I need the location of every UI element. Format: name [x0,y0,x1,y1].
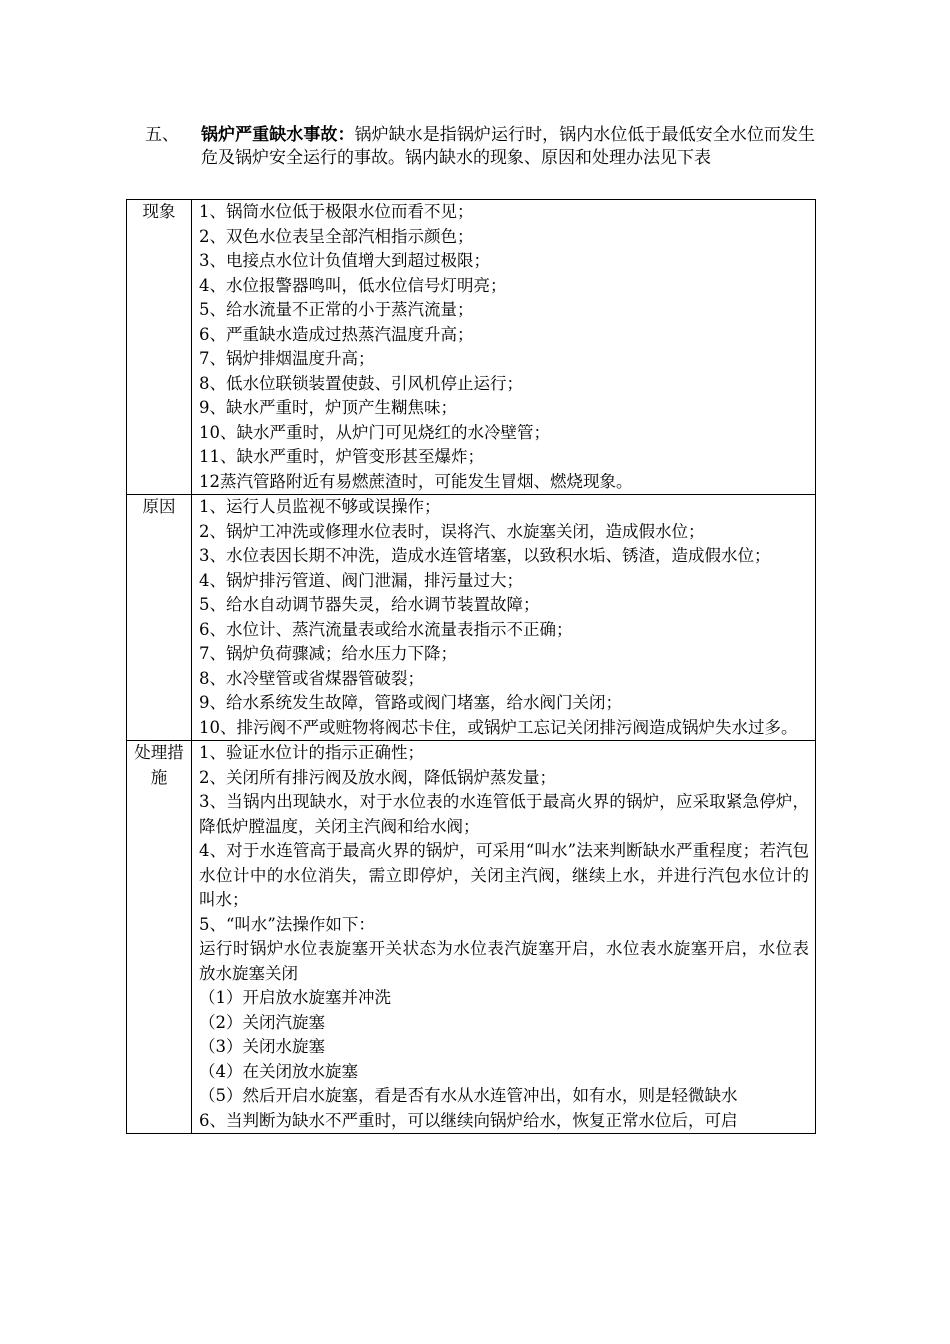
row-header-measures: 处理措施 [127,741,192,1134]
list-item: 11、缺水严重时，炉管变形甚至爆炸； [199,447,484,466]
list-item: 4、锅炉排污管道、阀门泄漏，排污量过大； [199,570,523,590]
row-header-cause: 原因 [127,495,192,741]
list-item: 2、双色水位表呈全部汽相指示颜色； [199,226,474,246]
list-item: 3、当锅内出现缺水，对于水位表的水连管低于最高火界的锅炉，应采取紧急停炉，降低炉膛温度，关闭主汽阀和给水阀； [199,792,809,836]
row-content-phenomenon [192,200,816,495]
list-item: 运行时锅炉水位表旋塞开关状态为水位表汽旋塞开启，水位表水旋塞开启，水位表放水旋塞关闭 [199,939,809,983]
list-item: 8、低水位联锁装置使鼓、引风机停止运行； [199,373,523,393]
list-item: 1、锅筒水位低于极限水位而看不见； [199,202,474,221]
list-item: （1）开启放水旋塞并冲洗 [199,988,391,1007]
section-title: 锅炉严重缺水事故： [201,125,355,145]
section-paragraph [201,124,815,170]
list-item: 4、水位报警器鸣叫，低水位信号灯明亮； [199,275,507,295]
list-item: 1、验证水位计的指示正确性； [199,743,424,762]
list-item: 3、电接点水位计负值增大到超过极限； [199,251,490,270]
list-item: 1、运行人员监视不够或误操作； [199,497,441,516]
row-header-phenomenon: 现象 [127,200,192,495]
list-item: （4）在关闭放水旋塞 [199,1061,358,1081]
list-item: 3、水位表因长期不冲洗，造成水连管堵塞，以致积水垢、锈渣，造成假水位； [199,546,771,565]
row-content-cause [192,495,816,741]
list-item: 6、当判断为缺水不严重时，可以继续向锅炉给水，恢复正常水位后，可启 [199,1110,738,1130]
list-item: 6、水位计、蒸汽流量表或给水流量表指示不正确； [199,619,573,639]
accident-table [126,199,816,1134]
section-intro [145,124,815,170]
list-item: 5、给水流量不正常的小于蒸汽流量； [199,300,474,319]
list-item: 8、水冷壁管或省煤器管破裂； [199,668,424,688]
list-item: 10、缺水严重时，从炉门可见烧红的水冷壁管； [199,422,550,442]
list-item: 9、给水系统发生故障，管路或阀门堵塞，给水阀门关闭； [199,693,622,712]
table-row-measures [127,741,816,1134]
table-row-cause [127,495,816,741]
list-item: 4、对于水连管高于最高火界的锅炉，可采用“叫水”法来判断缺水严重程度；若汽包水位计中的水位消失，需立即停炉，关闭主汽阀，继续上水，并进行汽包水位计的叫水； [199,841,809,909]
list-item: 6、严重缺水造成过热蒸汽温度升高； [199,324,474,344]
list-item: 2、关闭所有排污阀及放水阀，降低锅炉蒸发量； [199,767,556,787]
list-item: 5、给水自动调节器失灵，给水调节装置故障； [199,595,540,614]
list-item: （5）然后开启水旋塞，看是否有水从水连管冲出，如有水，则是轻微缺水 [199,1086,738,1105]
list-item: 5、“叫水”法操作如下： [199,914,375,934]
list-item: 10、排污阀不严或赃物将阀芯卡住，或锅炉工忘记关闭排污阀造成锅炉失水过多。 [199,717,798,737]
section-text: 锅炉缺水是指锅炉运行时，锅内水位低于最低安全水位而发生危及锅炉安全运行的事故。锅内缺水的现象、原因和处理办法见下表 [201,125,816,168]
list-item: 12蒸汽管路附近有易燃蔗渣时，可能发生冒烟、燃烧现象。 [199,471,633,491]
section-number: 五、 [145,125,179,145]
table-row-phenomenon [127,200,816,495]
list-item: （3）关闭水旋塞 [199,1037,325,1056]
list-item: （2）关闭汽旋塞 [199,1012,325,1032]
list-item: 7、锅炉负荷骤减；给水压力下降； [199,644,457,663]
list-item: 9、缺水严重时，炉顶产生糊焦味； [199,398,457,417]
list-item: 7、锅炉排烟温度升高； [199,349,375,368]
row-content-measures [192,741,816,1134]
list-item: 2、锅炉工冲洗或修理水位表时，误将汽、水旋塞关闭，造成假水位； [199,521,705,541]
